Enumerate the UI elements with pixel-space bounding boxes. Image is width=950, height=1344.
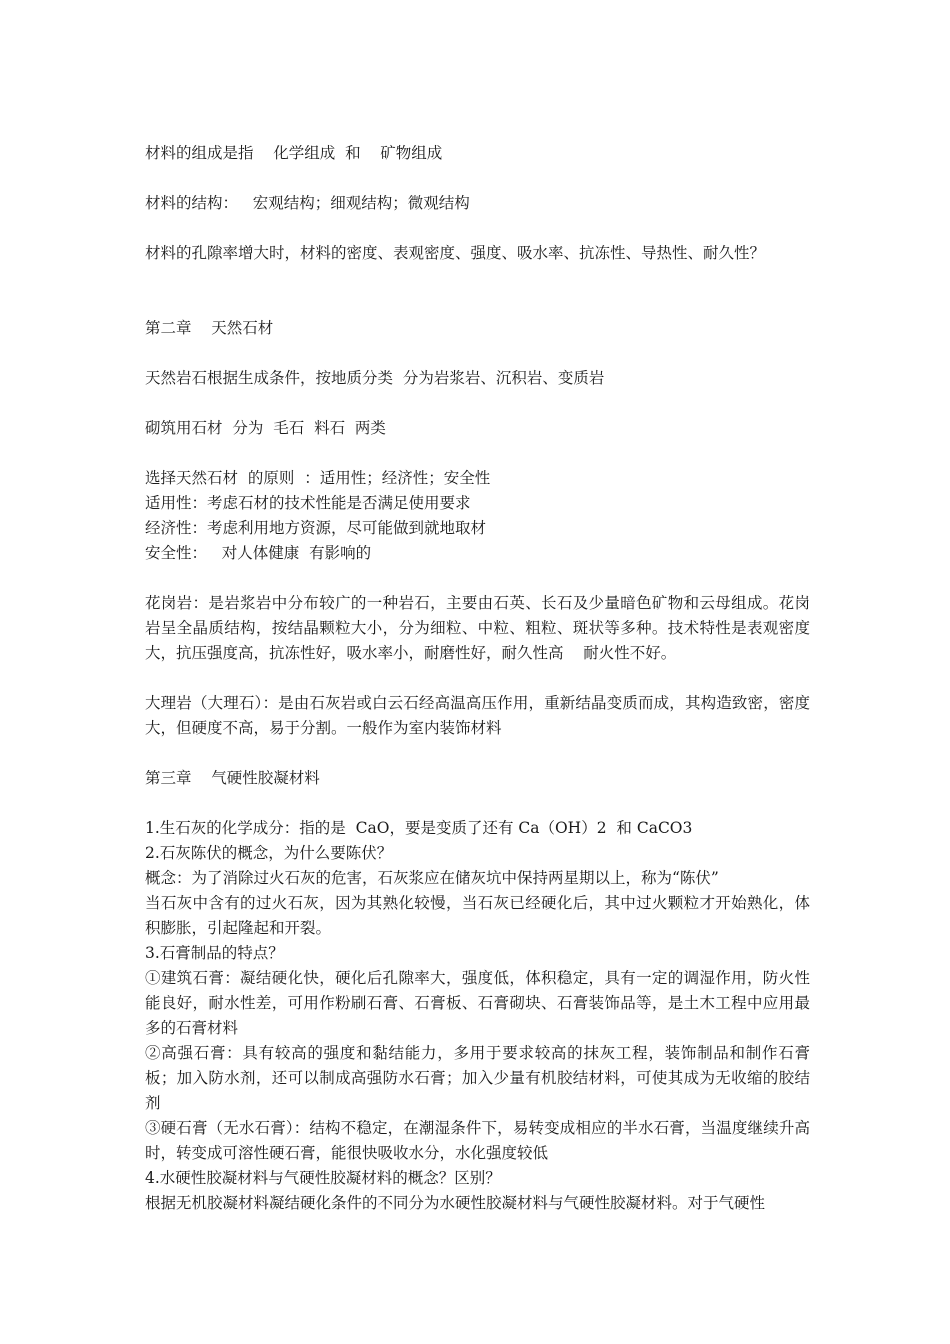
paragraph-safety: 安全性： 对人体健康 有影响的 bbox=[145, 544, 372, 562]
paragraph-lime-aging-concept: 概念：为了消除过火石灰的危害，石灰浆应在储灰坑中保持两星期以上，称为“陈伏” bbox=[145, 869, 719, 887]
paragraph-building-gypsum: ①建筑石膏：凝结硬化快，硬化后孔隙率大，强度低，体积稳定，具有一定的调湿作用，防火性能良好，耐水性差，可用作粉刷石膏、石膏板、石膏砌块、石膏装饰品等，是土木工程中应用最多的石膏材料 bbox=[145, 969, 810, 1037]
paragraph-selection-principle: 选择天然石材 的原则 ：适用性；经济性；安全性 bbox=[145, 469, 491, 487]
paragraph-lime-aging-question: 2.石灰陈伏的概念，为什么要陈伏？ bbox=[145, 844, 393, 862]
paragraph-economy: 经济性：考虑利用地方资源，尽可能做到就地取材 bbox=[145, 519, 487, 537]
paragraph-high-strength-gypsum: ②高强石膏：具有较高的强度和黏结能力，多用于要求较高的抹灰工程，装饰制品和制作石膏板；加入防水剂，还可以制成高强防水石膏；加入少量有机胶结材料，可使其成为无收缩的胶结剂 bbox=[145, 1044, 810, 1112]
paragraph-quicklime-composition: 1.生石灰的化学成分：指的是 CaO，要是变质了还有 Ca（OH）2 和 CaCO3 bbox=[145, 819, 693, 837]
paragraph-masonry-stone: 砌筑用石材 分为 毛石 料石 两类 bbox=[145, 419, 386, 437]
paragraph-rock-classification: 天然岩石根据生成条件，按地质分类 分为岩浆岩、沉积岩、变质岩 bbox=[145, 369, 605, 387]
chapter-3-heading: 第三章 气硬性胶凝材料 bbox=[145, 769, 320, 787]
paragraph-overburnt-lime: 当石灰中含有的过火石灰，因为其熟化较慢，当石灰已经硬化后，其中过火颗粒才开始熟化，体积膨胀，引起隆起和开裂。 bbox=[145, 894, 810, 937]
paragraph-gypsum-question: 3.石膏制品的特点？ bbox=[145, 944, 284, 962]
paragraph-porosity-question: 材料的孔隙率增大时，材料的密度、表观密度、强度、吸水率、抗冻性、导热性、耐久性？ bbox=[145, 244, 766, 262]
paragraph-binder-question: 4.水硬性胶凝材料与气硬性胶凝材料的概念？区别？ bbox=[145, 1169, 501, 1187]
paragraph-material-composition: 材料的组成是指 化学组成 和 矿物组成 bbox=[145, 144, 443, 162]
paragraph-anhydrite: ③硬石膏（无水石膏）：结构不稳定，在潮湿条件下，易转变成相应的半水石膏，当温度继续升高时，转变成可溶性硬石膏，能很快吸收水分，水化强度较低 bbox=[145, 1119, 810, 1162]
paragraph-binder-definition: 根据无机胶凝材料凝结硬化条件的不同分为水硬性胶凝材料与气硬性胶凝材料。对于气硬性 bbox=[145, 1194, 766, 1212]
paragraph-granite: 花岗岩：是岩浆岩中分布较广的一种岩石，主要由石英、长石及少量暗色矿物和云母组成。花岗岩呈全晶质结构，按结晶颗粒大小，分为细粒、中粒、粗粒、斑状等多种。技术特性是表观密度大，抗压强度高，抗冻性好，吸水率小，耐磨性好，耐久性高 耐火性不好。 bbox=[145, 594, 810, 662]
document-page bbox=[145, 141, 810, 1216]
paragraph-applicability: 适用性：考虑石材的技术性能是否满足使用要求 bbox=[145, 494, 471, 512]
paragraph-marble: 大理岩（大理石）：是由石灰岩或白云石经高温高压作用，重新结晶变质而成，其构造致密，密度大，但硬度不高，易于分割。一般作为室内装饰材料 bbox=[145, 694, 810, 737]
chapter-2-heading: 第二章 天然石材 bbox=[145, 319, 274, 337]
paragraph-material-structure: 材料的结构： 宏观结构；细观结构；微观结构 bbox=[145, 194, 470, 212]
